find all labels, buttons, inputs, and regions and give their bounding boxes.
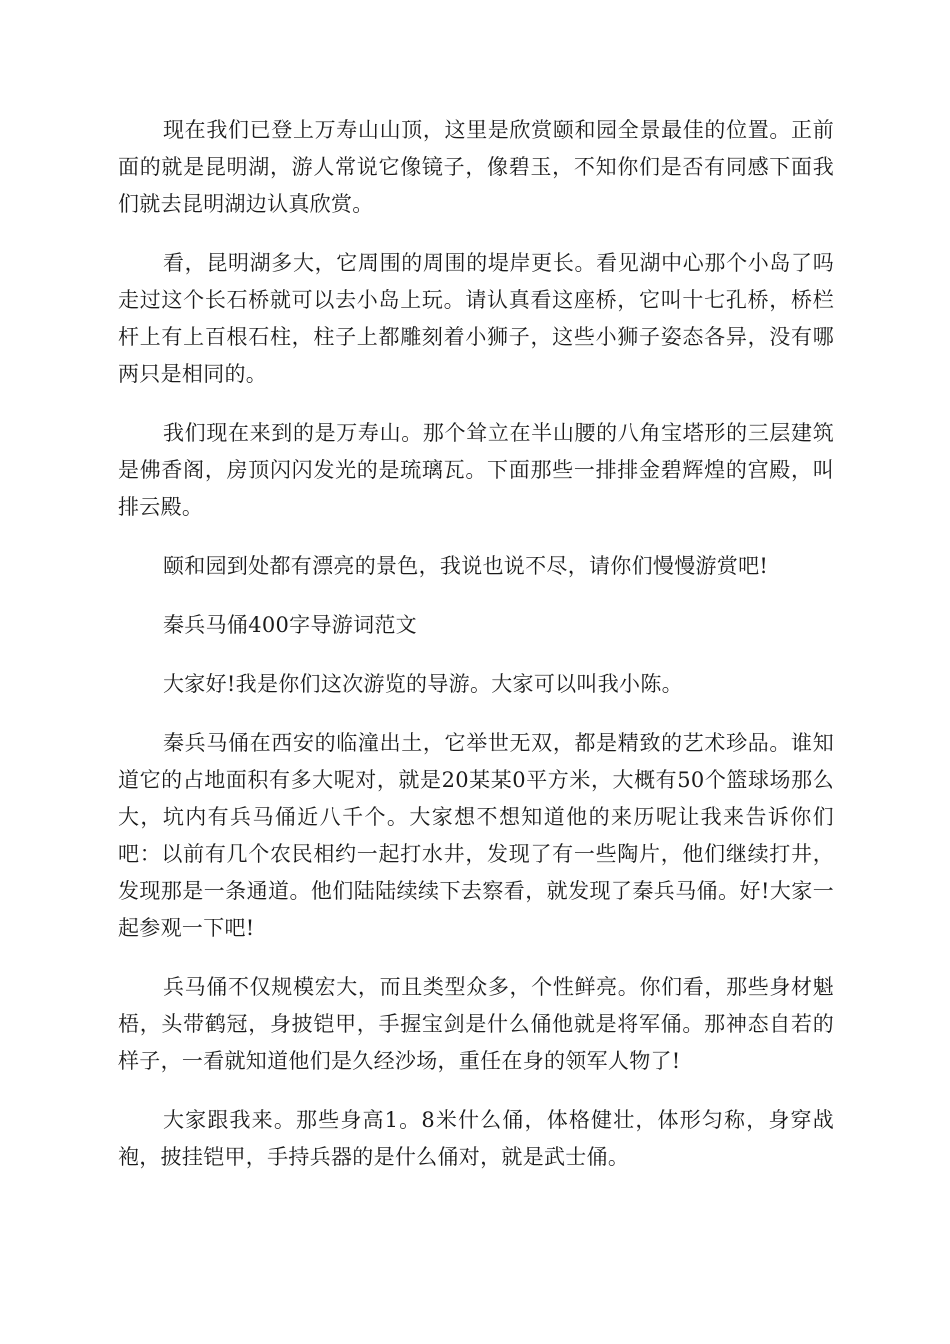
paragraph-warrior-figures: 大家跟我来。那些身高1。8米什么俑，体格健壮，体形匀称，身穿战袍，披挂铠甲，手持兵器的是什么俑对，就是武士俑。 <box>118 1108 834 1169</box>
paragraph-terracotta-intro: 秦兵马俑在西安的临潼出土，它举世无双，都是精致的艺术珍品。谁知道它的占地面积有多大呢对，就是20某某0平方米，大概有50个篮球场那么大，坑内有兵马俑近八千个。大家想不想知道他的来历呢让我来告诉你们吧：以前有几个农民相约一起打水井，发现了有一些陶片，他们继续打井，发现那是一条通道。他们陆陆续续下去察看，就发现了秦兵马俑。好!大家一起参观一下吧! <box>118 731 834 940</box>
document-page <box>118 112 834 1198</box>
paragraph-greeting: 大家好!我是你们这次游览的导游。大家可以叫我小陈。 <box>163 672 683 696</box>
paragraph-kunming-lake: 看，昆明湖多大，它周围的周围的堤岸更长。看见湖中心那个小岛了吗走过这个长石桥就可以去小岛上玩。请认真看这座桥，它叫十七孔桥，桥栏杆上有上百根石柱，柱子上都雕刻着小狮子，这些小狮子姿态各异，没有哪两只是相同的。 <box>118 251 834 386</box>
section-heading: 秦兵马俑400字导游词范文 <box>163 613 417 637</box>
paragraph-general-figures: 兵马俑不仅规模宏大，而且类型众多，个性鲜亮。你们看，那些身材魁梧，头带鹤冠，身披铠甲，手握宝剑是什么俑他就是将军俑。那神态自若的样子，一看就知道他们是久经沙场，重任在身的领军人物了! <box>118 975 834 1073</box>
paragraph-summit: 现在我们已登上万寿山山顶，这里是欣赏颐和园全景最佳的位置。正前面的就是昆明湖，游人常说它像镜子，像碧玉，不知你们是否有同感下面我们就去昆明湖边认真欣赏。 <box>118 118 834 216</box>
paragraph-longevity-hill: 我们现在来到的是万寿山。那个耸立在半山腰的八角宝塔形的三层建筑是佛香阁，房顶闪闪发光的是琉璃瓦。下面那些一排排金碧辉煌的宫殿，叫排云殿。 <box>118 421 834 519</box>
paragraph-closing: 颐和园到处都有漂亮的景色，我说也说不尽，请你们慢慢游赏吧! <box>163 554 769 578</box>
